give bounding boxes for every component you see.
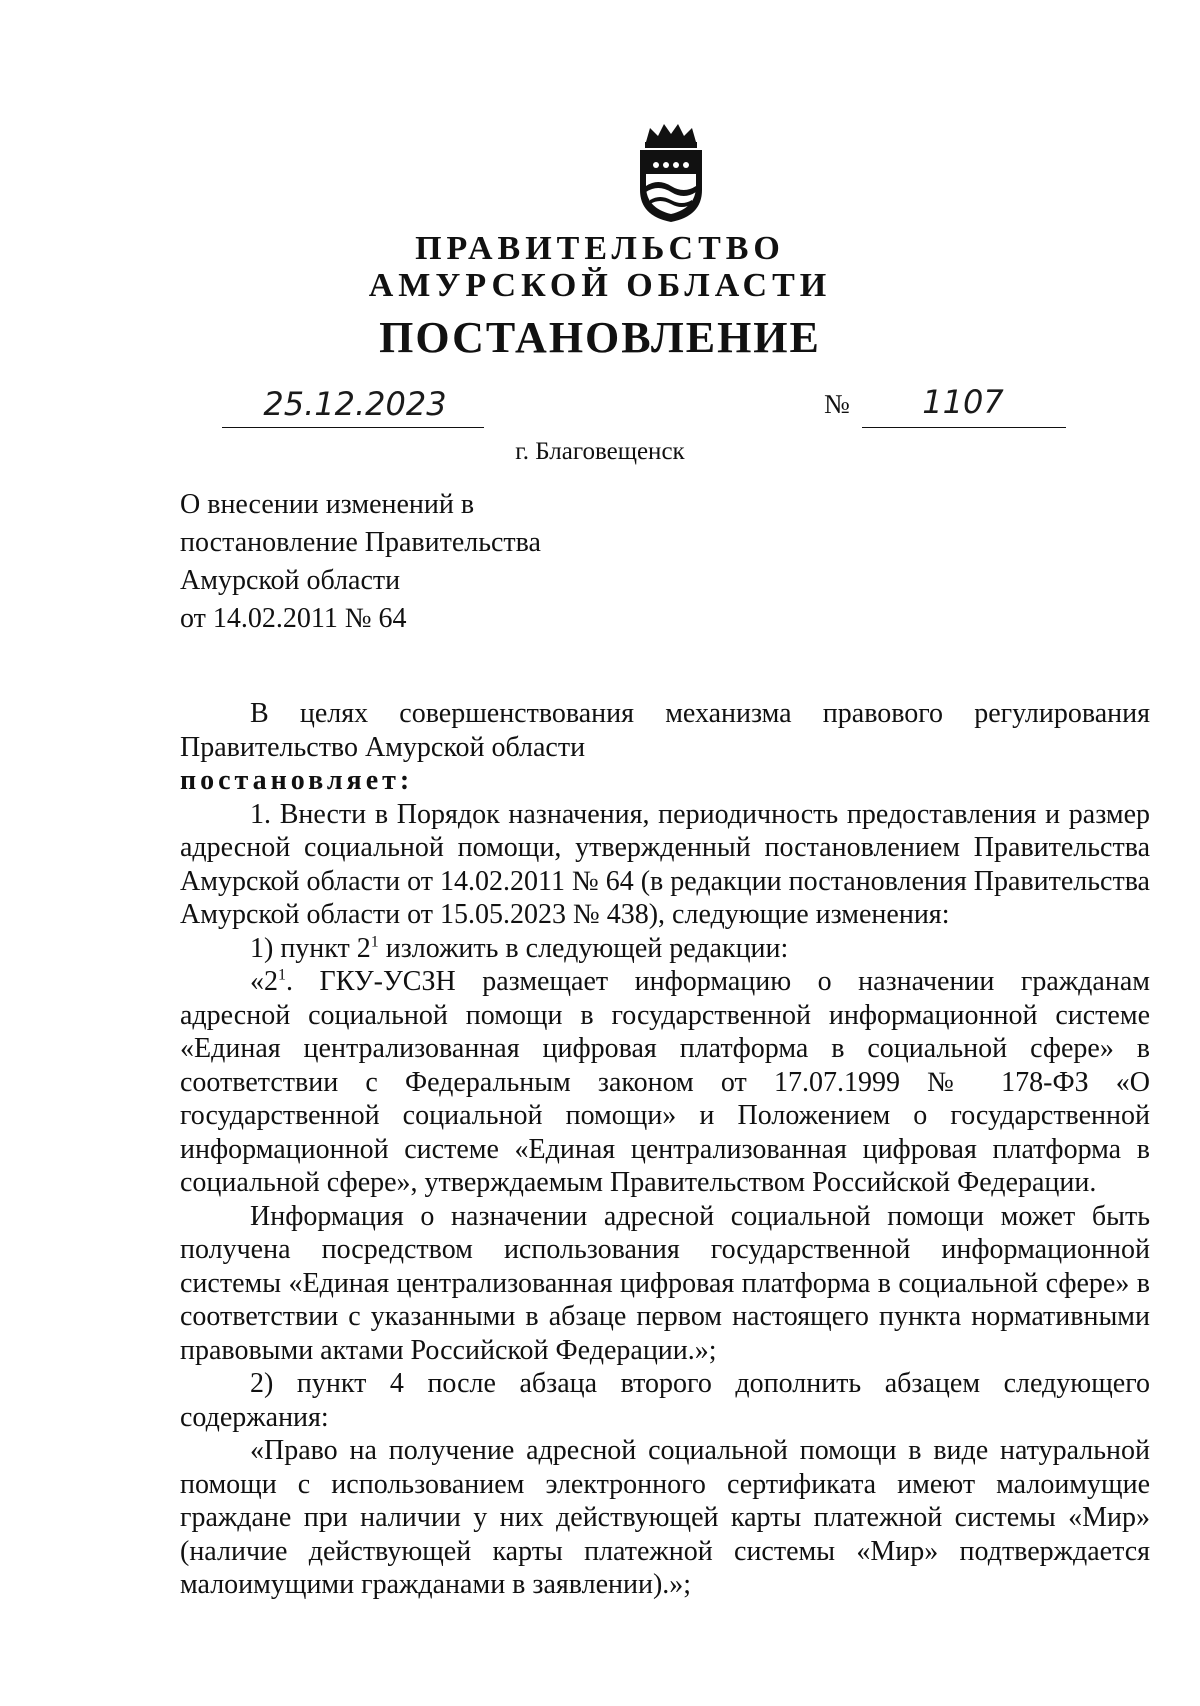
paragraph-1-subitem-1: 1) пункт $2^1$ изложить в следующей редакции: — [250, 932, 789, 964]
subject-line: Амурской области — [180, 565, 401, 596]
subject-line: О внесении изменений в — [180, 489, 475, 520]
quoted-paragraph-3: «Право на получение адресной социальной помощи в виде натуральной помощи с использованием электронного сертификата имеют малоимущие граждане при наличии у них действующей карты платежной системы «Мир» (наличие действующей карты платежной системы «Мир» подтверждается малоимущими гражданами в заявлении).»; — [180, 1435, 1150, 1600]
paragraph-2: 2) пункт 4 после абзаца второго дополнить абзацем следующего содержания: — [180, 1368, 1150, 1433]
preamble: В целях совершенствования механизма правового регулирования Правительство Амурской области — [180, 698, 1150, 763]
document-type-title: ПОСТАНОВЛЕНИЕ — [379, 313, 821, 362]
document-body — [180, 697, 1150, 1602]
document-subject — [180, 486, 541, 638]
decides-word: постановляет: — [180, 765, 414, 796]
subject-line: от 14.02.2011 № 64 — [180, 603, 407, 634]
subject-line: постановление Правительства — [180, 527, 541, 558]
org-name-line2: АМУРСКОЙ ОБЛАСТИ — [368, 267, 832, 304]
paragraph-1: 1. Внести в Порядок назначения, периодичность предоставления и размер адресной социальной помощи, утвержденный постановлением Правительства Амурской области от 14.02.2011 № 64 (в редакции постановления Правительства Амурской области от 15.05.2023 № 438), следующие изменения: — [180, 798, 1150, 930]
document-number: 1107 — [922, 383, 1004, 421]
number-label: № — [824, 389, 850, 419]
document-date: 25.12.2023 — [263, 385, 447, 423]
org-name-line1: ПРАВИТЕЛЬСТВО — [415, 230, 785, 267]
quoted-paragraph-2: Информация о назначении адресной социальной помощи может быть получена посредством использования государственной информационной системы «Единая централизованная цифровая платформа в социальной сфере» в соответствии с указанными в абзаце первом настоящего пункта нормативными правовыми актами Российской Федерации.»; — [180, 1200, 1150, 1366]
number-underline — [862, 427, 1066, 428]
coat-of-arms-icon — [632, 120, 710, 224]
date-underline — [222, 427, 484, 428]
city: г. Благовещенск — [515, 438, 685, 465]
quoted-paragraph-1: «$2^1$. ГКУ-УСЗН размещает информацию о назначении гражданам адресной социальной помощи в государственной информационной системе «Единая централизованная цифровая платформа в социальной сфере» в соответствии с Федеральным законом от 17.07.1999 № 178-ФЗ «О государственной социальной помощи» и Положением о государственной информационной системе «Единая централизованная цифровая платформа в социальной сфере», утверждаемым Правительством Российской Федерации. — [180, 966, 1150, 1198]
